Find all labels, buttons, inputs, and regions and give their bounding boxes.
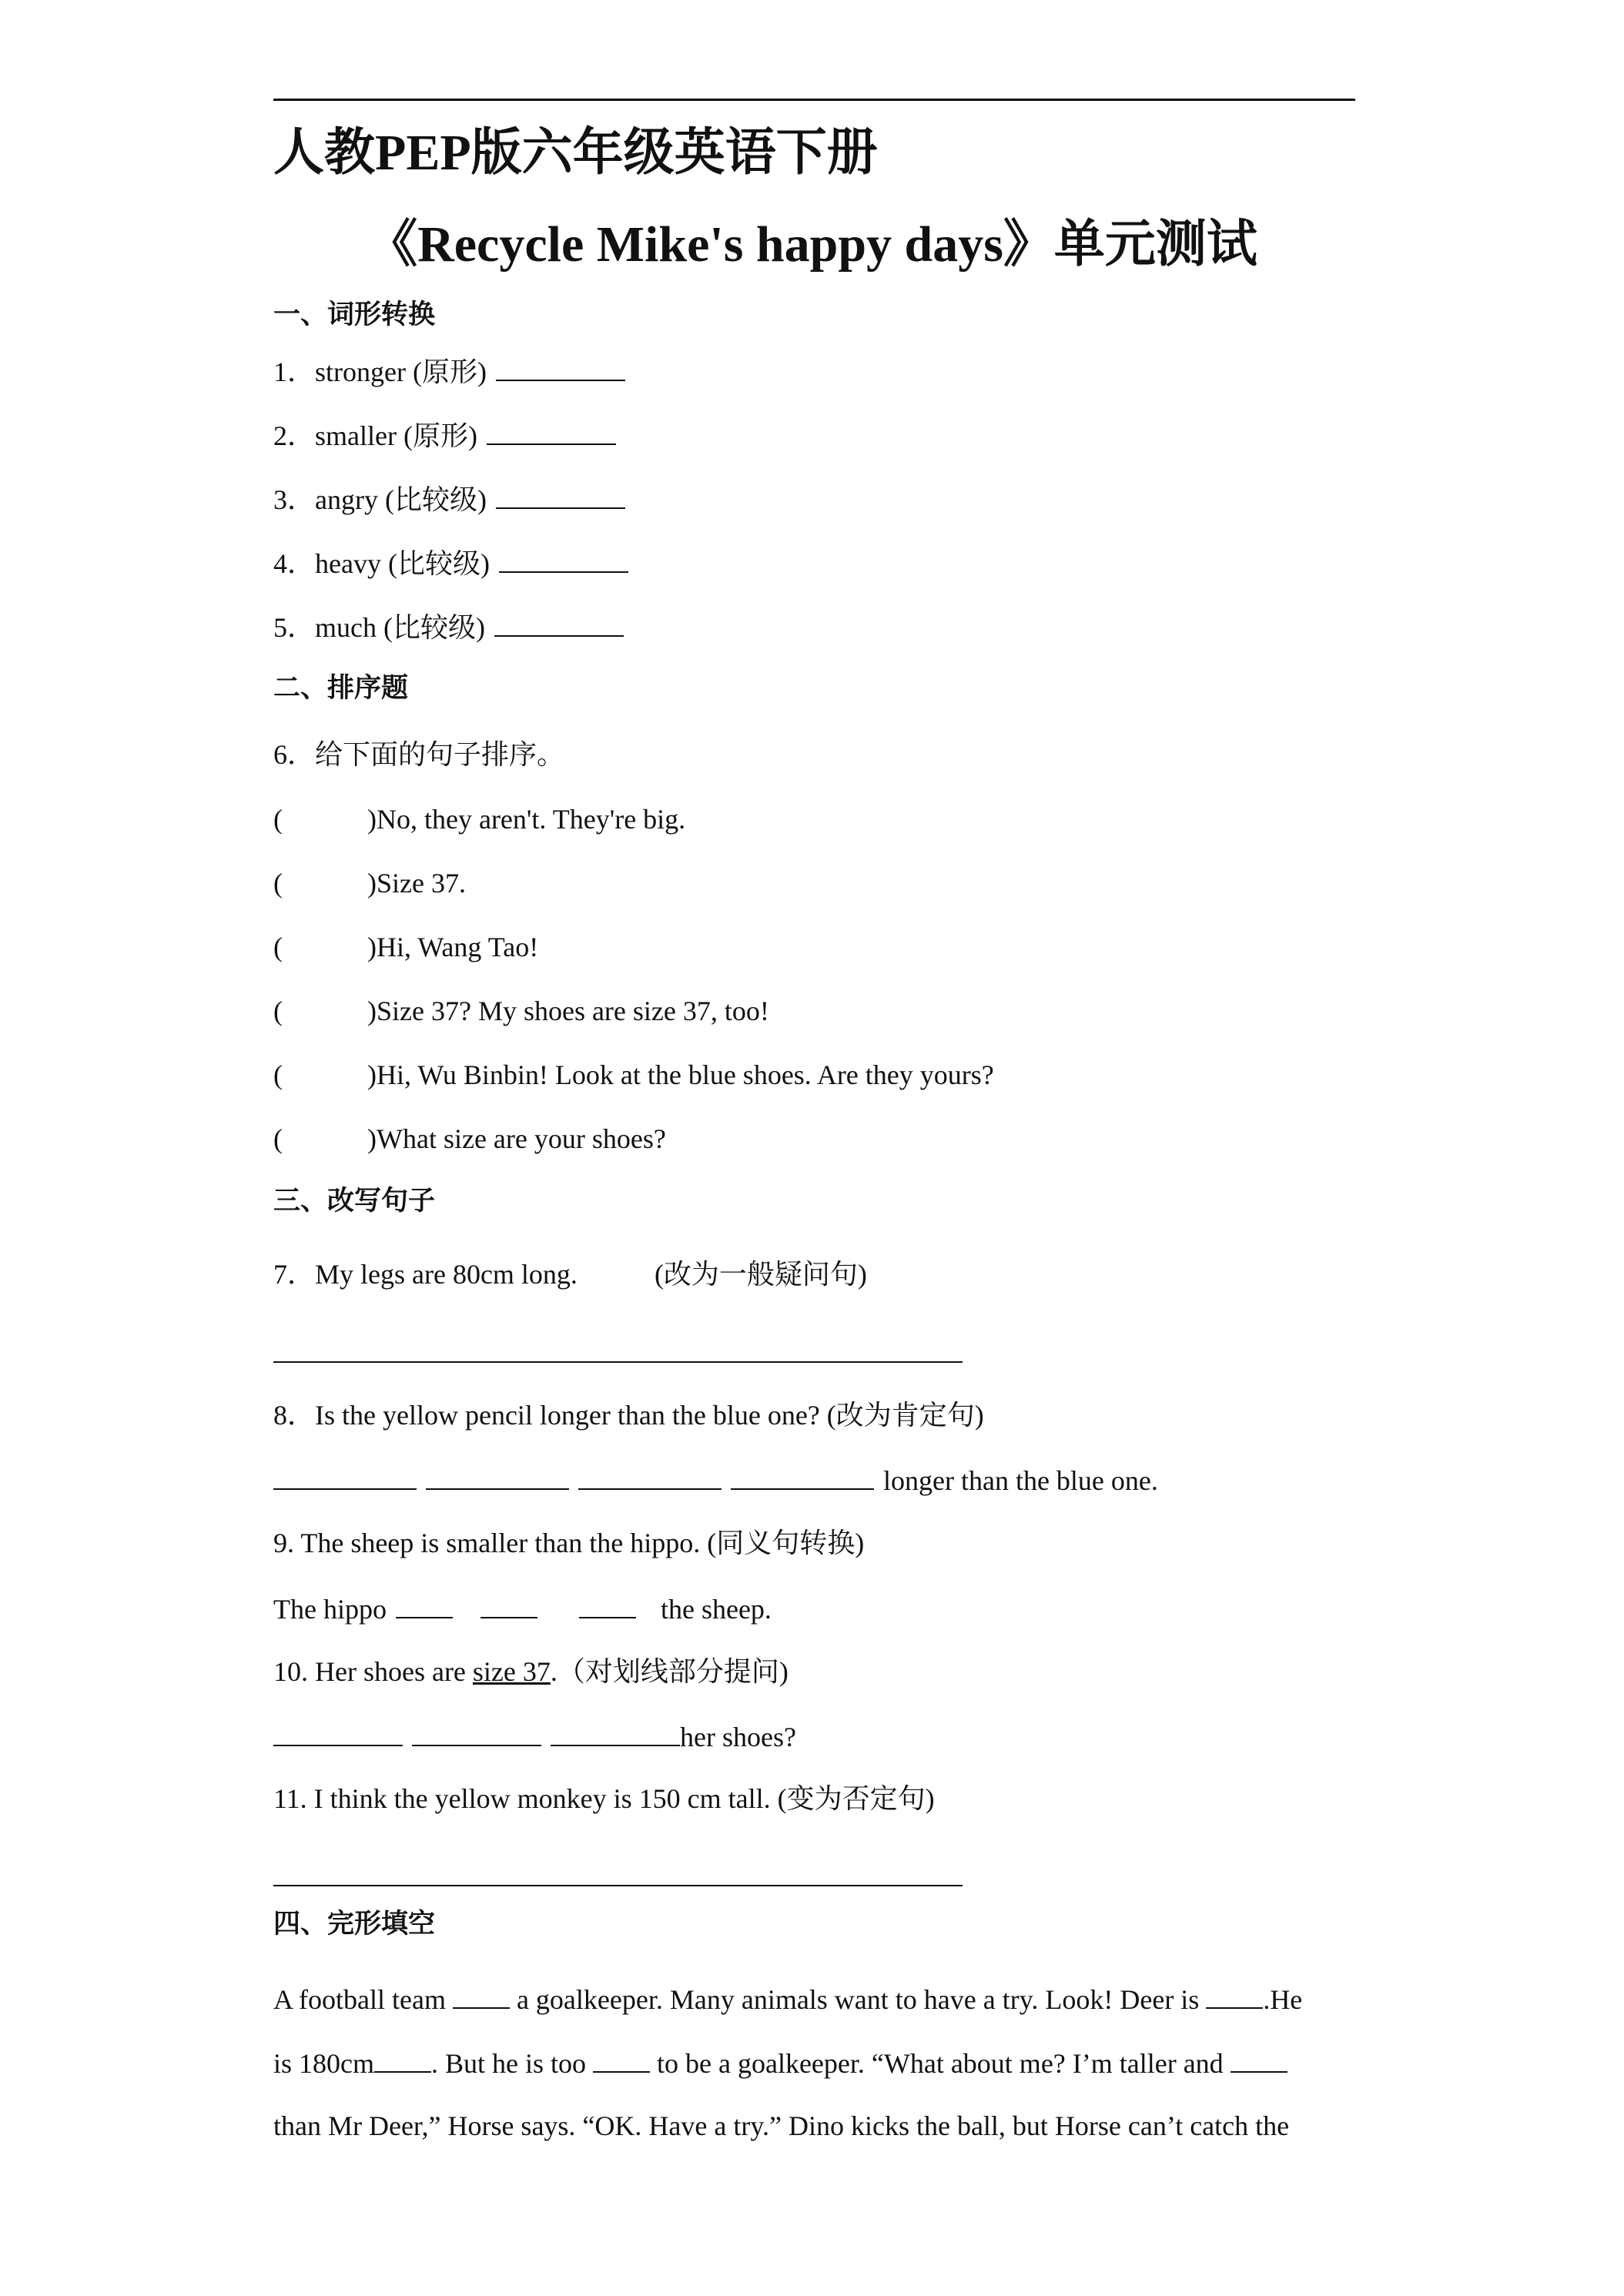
answer-blank[interactable] <box>426 1465 569 1490</box>
header-rule <box>273 99 1355 101</box>
question-3 <box>273 484 625 514</box>
paren-open: ( <box>273 868 283 899</box>
question-11: 11. I think the yellow monkey is 150 cm tall. (变为否定句) <box>273 1783 935 1814</box>
ordering-sentence: )What size are your shoes? <box>367 1123 666 1154</box>
paren-open: ( <box>273 1123 283 1154</box>
answer-blank[interactable] <box>273 1465 417 1490</box>
underlined-part: size 37 <box>472 1656 551 1687</box>
cloze-text: A football team <box>273 1984 453 2015</box>
ordering-item <box>273 869 466 897</box>
question-5 <box>273 612 624 641</box>
question-prefix: 10. Her shoes are <box>273 1656 473 1687</box>
ordering-item <box>273 933 538 961</box>
question-10-answer <box>273 1722 796 1751</box>
question-number: 5． <box>273 612 316 643</box>
question-7 <box>273 1260 867 1288</box>
question-2 <box>273 420 616 450</box>
cloze-text: .He <box>1263 1984 1303 2015</box>
answer-tail: her shoes? <box>680 1722 796 1752</box>
ordering-sentence: )No, they aren't. They're big. <box>367 804 686 835</box>
cloze-blank[interactable] <box>1206 1984 1263 2009</box>
question-number: 2． <box>273 420 316 451</box>
section-4-heading: 四、完形填空 <box>273 1909 436 1940</box>
cloze-blank[interactable] <box>1231 2048 1287 2073</box>
question-text: smaller (原形) <box>315 420 477 451</box>
paren-open: ( <box>273 804 283 835</box>
question-hint: (改为一般疑问句) <box>654 1259 867 1290</box>
ordering-sentence: )Size 37. <box>367 868 466 899</box>
answer-blank[interactable] <box>273 1862 963 1886</box>
question-8: 8．Is the yellow pencil longer than the blue one? (改为肯定句) <box>273 1400 984 1431</box>
cloze-blank[interactable] <box>453 1984 510 2009</box>
ordering-item <box>273 1125 666 1153</box>
paren-open: ( <box>273 996 283 1026</box>
section-3-heading: 三、改写句子 <box>273 1186 436 1217</box>
question-text: angry (比较级) <box>315 484 487 515</box>
answer-blank[interactable] <box>551 1722 680 1746</box>
question-text: heavy (比较级) <box>315 548 490 579</box>
answer-blank[interactable] <box>396 1594 453 1618</box>
answer-blank[interactable] <box>496 484 625 509</box>
paren-open: ( <box>273 1059 283 1090</box>
question-number: 4． <box>273 548 316 579</box>
answer-blank[interactable] <box>496 356 625 381</box>
answer-blank[interactable] <box>499 548 628 573</box>
cloze-text: . But he is too <box>431 2048 594 2079</box>
question-text: much (比较级) <box>315 612 485 643</box>
cloze-blank[interactable] <box>374 2048 431 2073</box>
paren-open: ( <box>273 932 283 962</box>
answer-tail: longer than the blue one. <box>883 1465 1158 1496</box>
answer-blank[interactable] <box>481 1594 537 1618</box>
question-number: 1． <box>273 356 316 387</box>
cloze-line-2 <box>273 2048 1287 2077</box>
question-text: stronger (原形) <box>315 356 487 387</box>
section-2-heading: 二、排序题 <box>273 673 409 704</box>
ordering-sentence: )Hi, Wang Tao! <box>367 932 539 962</box>
question-number: 3． <box>273 484 316 515</box>
title-line-2: 《Recycle Mike's happy days》单元测试 <box>367 216 1257 273</box>
question-11-answer-line <box>273 1862 963 1891</box>
ordering-sentence: )Hi, Wu Binbin! Look at the blue shoes. Are they yours? <box>367 1059 994 1090</box>
answer-blank[interactable] <box>578 1465 722 1490</box>
question-10 <box>273 1658 789 1685</box>
question-9: 9. The sheep is smaller than the hippo. (同义句转换) <box>273 1528 865 1558</box>
question-4 <box>273 548 628 577</box>
cloze-text: a goalkeeper. Many animals want to have a try. Look! Deer is <box>509 1984 1207 2015</box>
answer-blank[interactable] <box>273 1338 963 1363</box>
ordering-item <box>273 997 769 1025</box>
question-6: 6．给下面的句子排序。 <box>273 739 565 770</box>
answer-blank[interactable] <box>487 420 616 445</box>
question-8-answer <box>273 1465 1158 1494</box>
answer-blank[interactable] <box>731 1465 874 1490</box>
cloze-line-3: than Mr Deer,” Horse says. “OK. Have a try.” Dino kicks the ball, but Horse can’t catch the <box>273 2110 1290 2141</box>
answer-blank[interactable] <box>273 1722 403 1746</box>
question-7-answer-line <box>273 1338 963 1367</box>
ordering-item <box>273 1061 994 1089</box>
ordering-item <box>273 805 685 833</box>
question-suffix: .（对划线部分提问) <box>550 1656 789 1687</box>
cloze-blank[interactable] <box>593 2048 650 2073</box>
answer-blank[interactable] <box>412 1722 541 1746</box>
cloze-text: is 180cm <box>273 2048 374 2079</box>
question-9-answer <box>273 1594 772 1623</box>
question-1 <box>273 356 625 386</box>
ordering-sentence: )Size 37? My shoes are size 37, too! <box>367 996 769 1026</box>
section-1-heading: 一、词形转换 <box>273 300 436 330</box>
question-text: 7．My legs are 80cm long. <box>273 1259 578 1290</box>
cloze-text: to be a goalkeeper. “What about me? I’m taller and <box>650 2048 1231 2079</box>
answer-blank[interactable] <box>579 1594 636 1618</box>
answer-tail: the sheep. <box>660 1594 772 1625</box>
answer-head: The hippo <box>273 1594 387 1625</box>
title-line-1: 人教PEP版六年级英语下册 <box>273 125 878 181</box>
answer-blank[interactable] <box>494 612 624 637</box>
cloze-line-1 <box>273 1984 1302 2013</box>
